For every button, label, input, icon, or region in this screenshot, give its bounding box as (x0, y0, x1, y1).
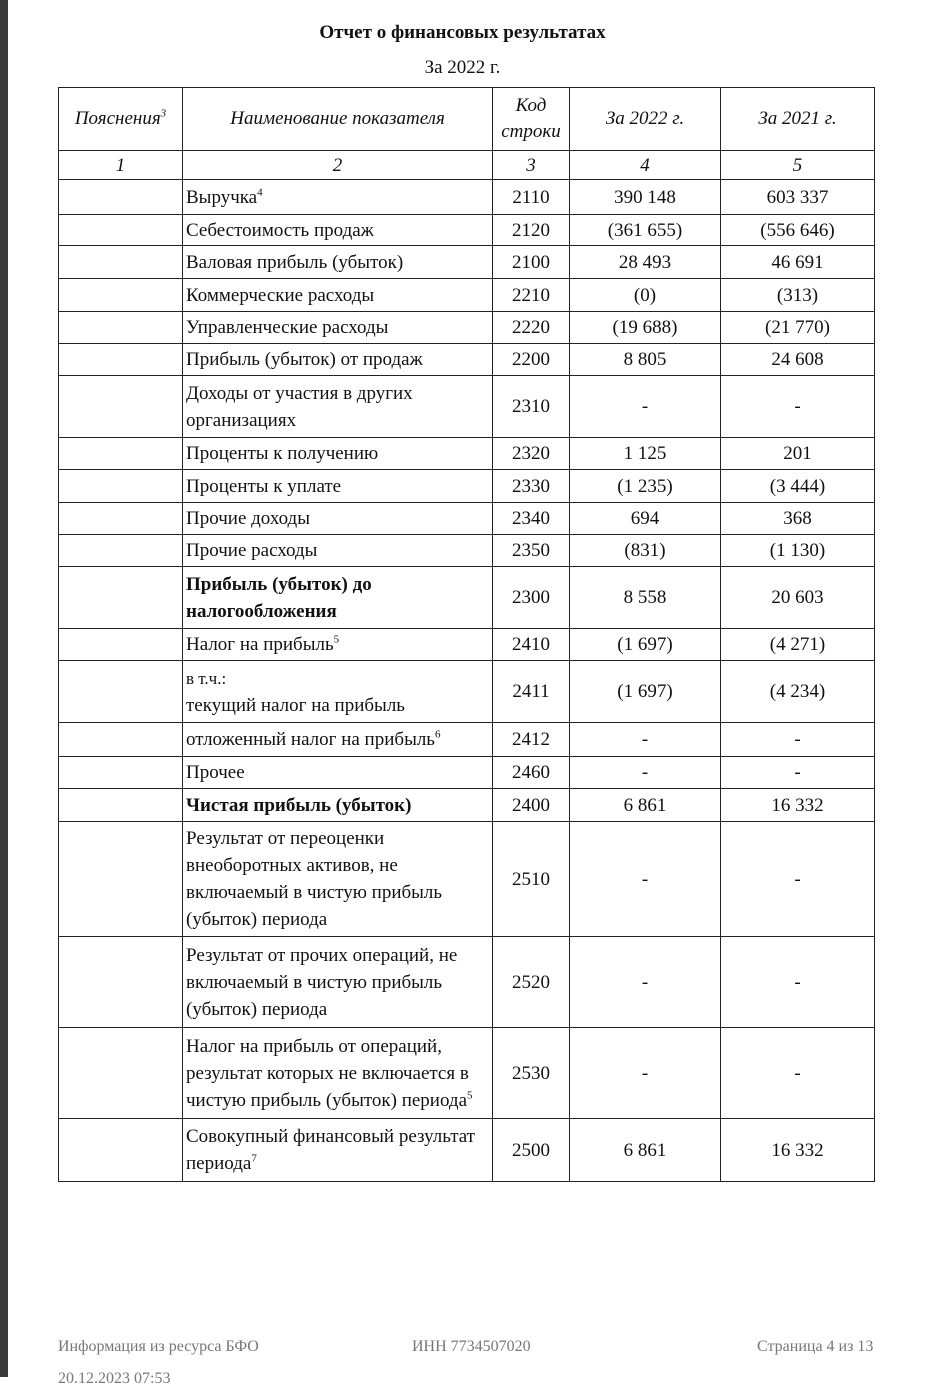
row-value-2021: (4 271) (721, 629, 875, 661)
row-name-cell (183, 723, 493, 757)
row-name: Валовая прибыль (убыток) (186, 251, 404, 273)
table-row (59, 723, 875, 757)
row-value-2022: (1 697) (570, 629, 721, 661)
row-name-cell (183, 344, 493, 376)
row-name-cell (183, 629, 493, 661)
row-code: 2320 (493, 438, 570, 470)
row-value-2022: (0) (570, 279, 721, 312)
row-notes (59, 661, 183, 723)
column-number: 5 (721, 151, 875, 180)
row-notes (59, 822, 183, 937)
footer-page-number: Страница 4 из 13 (757, 1338, 874, 1355)
row-notes (59, 937, 183, 1028)
row-code: 2410 (493, 629, 570, 661)
table-row (59, 344, 875, 376)
row-value-2022: (1 235) (570, 470, 721, 503)
row-code: 2220 (493, 312, 570, 344)
row-code: 2200 (493, 344, 570, 376)
column-number-row (59, 151, 875, 180)
column-number: 2 (183, 151, 493, 180)
row-name: Доходы от участия в других организациях (186, 382, 413, 431)
row-name-cell (183, 757, 493, 789)
row-notes (59, 438, 183, 470)
row-name: Результат от прочих операций, не включаемый в чистую прибыль (убыток) периода (186, 944, 458, 1020)
row-name: Налог на прибыль (186, 634, 334, 655)
row-name: Налог на прибыль от операций, результат которых не включается в чистую прибыль (убыток) периода (186, 1035, 469, 1111)
row-value-2021: (4 234) (721, 661, 875, 723)
row-value-2022: (1 697) (570, 661, 721, 723)
row-value-2022: 390 148 (570, 180, 721, 215)
row-value-2021: (21 770) (721, 312, 875, 344)
row-name-cell (183, 215, 493, 246)
row-name: Прибыль (убыток) от продаж (186, 349, 423, 370)
footnote-mark: 5 (467, 1089, 473, 1102)
row-name-cell (183, 1119, 493, 1182)
table-row (59, 215, 875, 246)
row-notes (59, 215, 183, 246)
row-value-2022: 28 493 (570, 246, 721, 279)
row-name: Прочие доходы (186, 508, 310, 529)
row-name-cell (183, 246, 493, 279)
row-value-2021: - (721, 822, 875, 937)
row-name-cell (183, 438, 493, 470)
row-value-2022: - (570, 937, 721, 1028)
report-title: Отчет о финансовых результатах (319, 22, 606, 43)
row-notes (59, 470, 183, 503)
row-code: 2350 (493, 535, 570, 567)
footer-source: Информация из ресурса БФО (58, 1338, 259, 1355)
table-row (59, 503, 875, 535)
row-name: Совокупный финансовый результат периода (186, 1126, 475, 1174)
row-name: отложенный налог на прибыль (186, 729, 435, 750)
row-name-cell (183, 937, 493, 1028)
row-value-2021: 16 332 (721, 789, 875, 822)
row-name-cell (183, 661, 493, 723)
row-notes (59, 503, 183, 535)
row-value-2022: (361 655) (570, 215, 721, 246)
row-notes (59, 344, 183, 376)
table-row (59, 789, 875, 822)
table-row (59, 661, 875, 723)
row-code: 2530 (493, 1028, 570, 1119)
footnote-mark: 4 (257, 186, 263, 199)
row-notes (59, 567, 183, 629)
row-value-2021: 46 691 (721, 246, 875, 279)
row-value-2022: - (570, 376, 721, 438)
footnote-mark: 5 (333, 633, 340, 646)
table-row (59, 822, 875, 937)
row-name-cell (183, 279, 493, 312)
table-header-row (59, 88, 875, 151)
row-name-cell (183, 1028, 493, 1119)
row-notes (59, 1028, 183, 1119)
table-row (59, 312, 875, 344)
row-name-cell (183, 535, 493, 567)
financial-results-table (58, 87, 875, 1182)
row-code: 2300 (493, 567, 570, 629)
table-row (59, 180, 875, 215)
row-code: 2460 (493, 757, 570, 789)
row-value-2021: 24 608 (721, 344, 875, 376)
row-value-2022: - (570, 822, 721, 937)
row-name: Проценты к уплате (186, 475, 342, 497)
row-name-cell (183, 312, 493, 344)
row-value-2021: 603 337 (721, 180, 875, 215)
row-value-2021: - (721, 937, 875, 1028)
row-code: 2110 (493, 180, 570, 215)
row-code: 2411 (493, 661, 570, 723)
row-notes (59, 789, 183, 822)
row-notes (59, 629, 183, 661)
row-value-2021: - (721, 376, 875, 438)
row-value-2021: - (721, 1028, 875, 1119)
report-period: За 2022 г. (424, 57, 501, 78)
row-name: Себестоимость продаж (186, 219, 374, 241)
row-prefix: в т.ч.: (186, 668, 227, 688)
table-row (59, 1119, 875, 1182)
footer-inn: ИНН 7734507020 (412, 1338, 531, 1355)
row-code: 2520 (493, 937, 570, 1028)
footnote-mark: 6 (434, 728, 441, 741)
row-name: Проценты к получению (186, 443, 379, 464)
row-value-2022: (19 688) (570, 312, 721, 344)
row-name: Выручка (186, 186, 258, 208)
row-code: 2400 (493, 789, 570, 822)
row-value-2022: - (570, 757, 721, 789)
row-value-2021: 16 332 (721, 1119, 875, 1182)
row-notes (59, 1119, 183, 1182)
table-row (59, 567, 875, 629)
row-code: 2310 (493, 376, 570, 438)
column-number: 4 (570, 151, 721, 180)
row-name: Управленческие расходы (186, 317, 389, 338)
row-code: 2340 (493, 503, 570, 535)
row-value-2021: (1 130) (721, 535, 875, 567)
row-value-2022: - (570, 723, 721, 757)
row-name: Прибыль (убыток) до налогообложения (186, 573, 372, 622)
header-name: Наименование показателя (183, 88, 493, 151)
header-code: Код строки (493, 88, 570, 151)
header-notes: Пояснения$^3$ (59, 88, 183, 151)
row-code: 2120 (493, 215, 570, 246)
row-name: Прочие расходы (186, 540, 318, 561)
footer-date: 20.12.2023 07:53 (58, 1370, 171, 1387)
row-value-2022: 8 805 (570, 344, 721, 376)
row-value-2022: 1 125 (570, 438, 721, 470)
viewer-left-edge (0, 0, 8, 1377)
row-notes (59, 312, 183, 344)
row-value-2021: (313) (721, 279, 875, 312)
row-name-cell (183, 567, 493, 629)
row-value-2021: (556 646) (721, 215, 875, 246)
row-name: Коммерческие расходы (186, 284, 375, 306)
row-code: 2330 (493, 470, 570, 503)
row-notes (59, 757, 183, 789)
row-value-2022: (831) (570, 535, 721, 567)
row-value-2021: 201 (721, 438, 875, 470)
header-2022: За 2022 г. (570, 88, 721, 151)
table-row (59, 438, 875, 470)
row-notes (59, 246, 183, 279)
row-code: 2100 (493, 246, 570, 279)
row-value-2022: 694 (570, 503, 721, 535)
row-name-cell (183, 789, 493, 822)
table-row (59, 629, 875, 661)
row-name-cell (183, 376, 493, 438)
row-name: Прочее (186, 762, 245, 783)
row-name: текущий налог на прибыль (186, 694, 405, 716)
row-value-2021: - (721, 723, 875, 757)
row-code: 2210 (493, 279, 570, 312)
row-name: Чистая прибыль (убыток) (186, 794, 412, 816)
row-code: 2500 (493, 1119, 570, 1182)
header-2021: За 2021 г. (721, 88, 875, 151)
row-notes (59, 279, 183, 312)
row-notes (59, 535, 183, 567)
row-code: 2510 (493, 822, 570, 937)
row-name-cell (183, 822, 493, 937)
column-number: 1 (59, 151, 183, 180)
table-row (59, 246, 875, 279)
table-row (59, 535, 875, 567)
row-notes (59, 180, 183, 215)
row-name-cell (183, 470, 493, 503)
row-name-cell (183, 180, 493, 215)
column-number: 3 (493, 151, 570, 180)
row-value-2021: 368 (721, 503, 875, 535)
table-row (59, 757, 875, 789)
row-value-2021: - (721, 757, 875, 789)
row-value-2021: 20 603 (721, 567, 875, 629)
row-notes (59, 723, 183, 757)
row-name: Результат от переоценки внеоборотных активов, не включаемый в чистую прибыль (убыток) периода (186, 828, 443, 930)
row-value-2022: - (570, 1028, 721, 1119)
row-name-cell (183, 503, 493, 535)
row-value-2022: 6 861 (570, 1119, 721, 1182)
row-notes (59, 376, 183, 438)
row-code: 2412 (493, 723, 570, 757)
row-value-2022: 6 861 (570, 789, 721, 822)
table-row (59, 279, 875, 312)
table-row (59, 937, 875, 1028)
table-row (59, 376, 875, 438)
row-value-2022: 8 558 (570, 567, 721, 629)
row-value-2021: (3 444) (721, 470, 875, 503)
table-row (59, 1028, 875, 1119)
footnote-mark: 7 (251, 1152, 257, 1165)
table-row (59, 470, 875, 503)
